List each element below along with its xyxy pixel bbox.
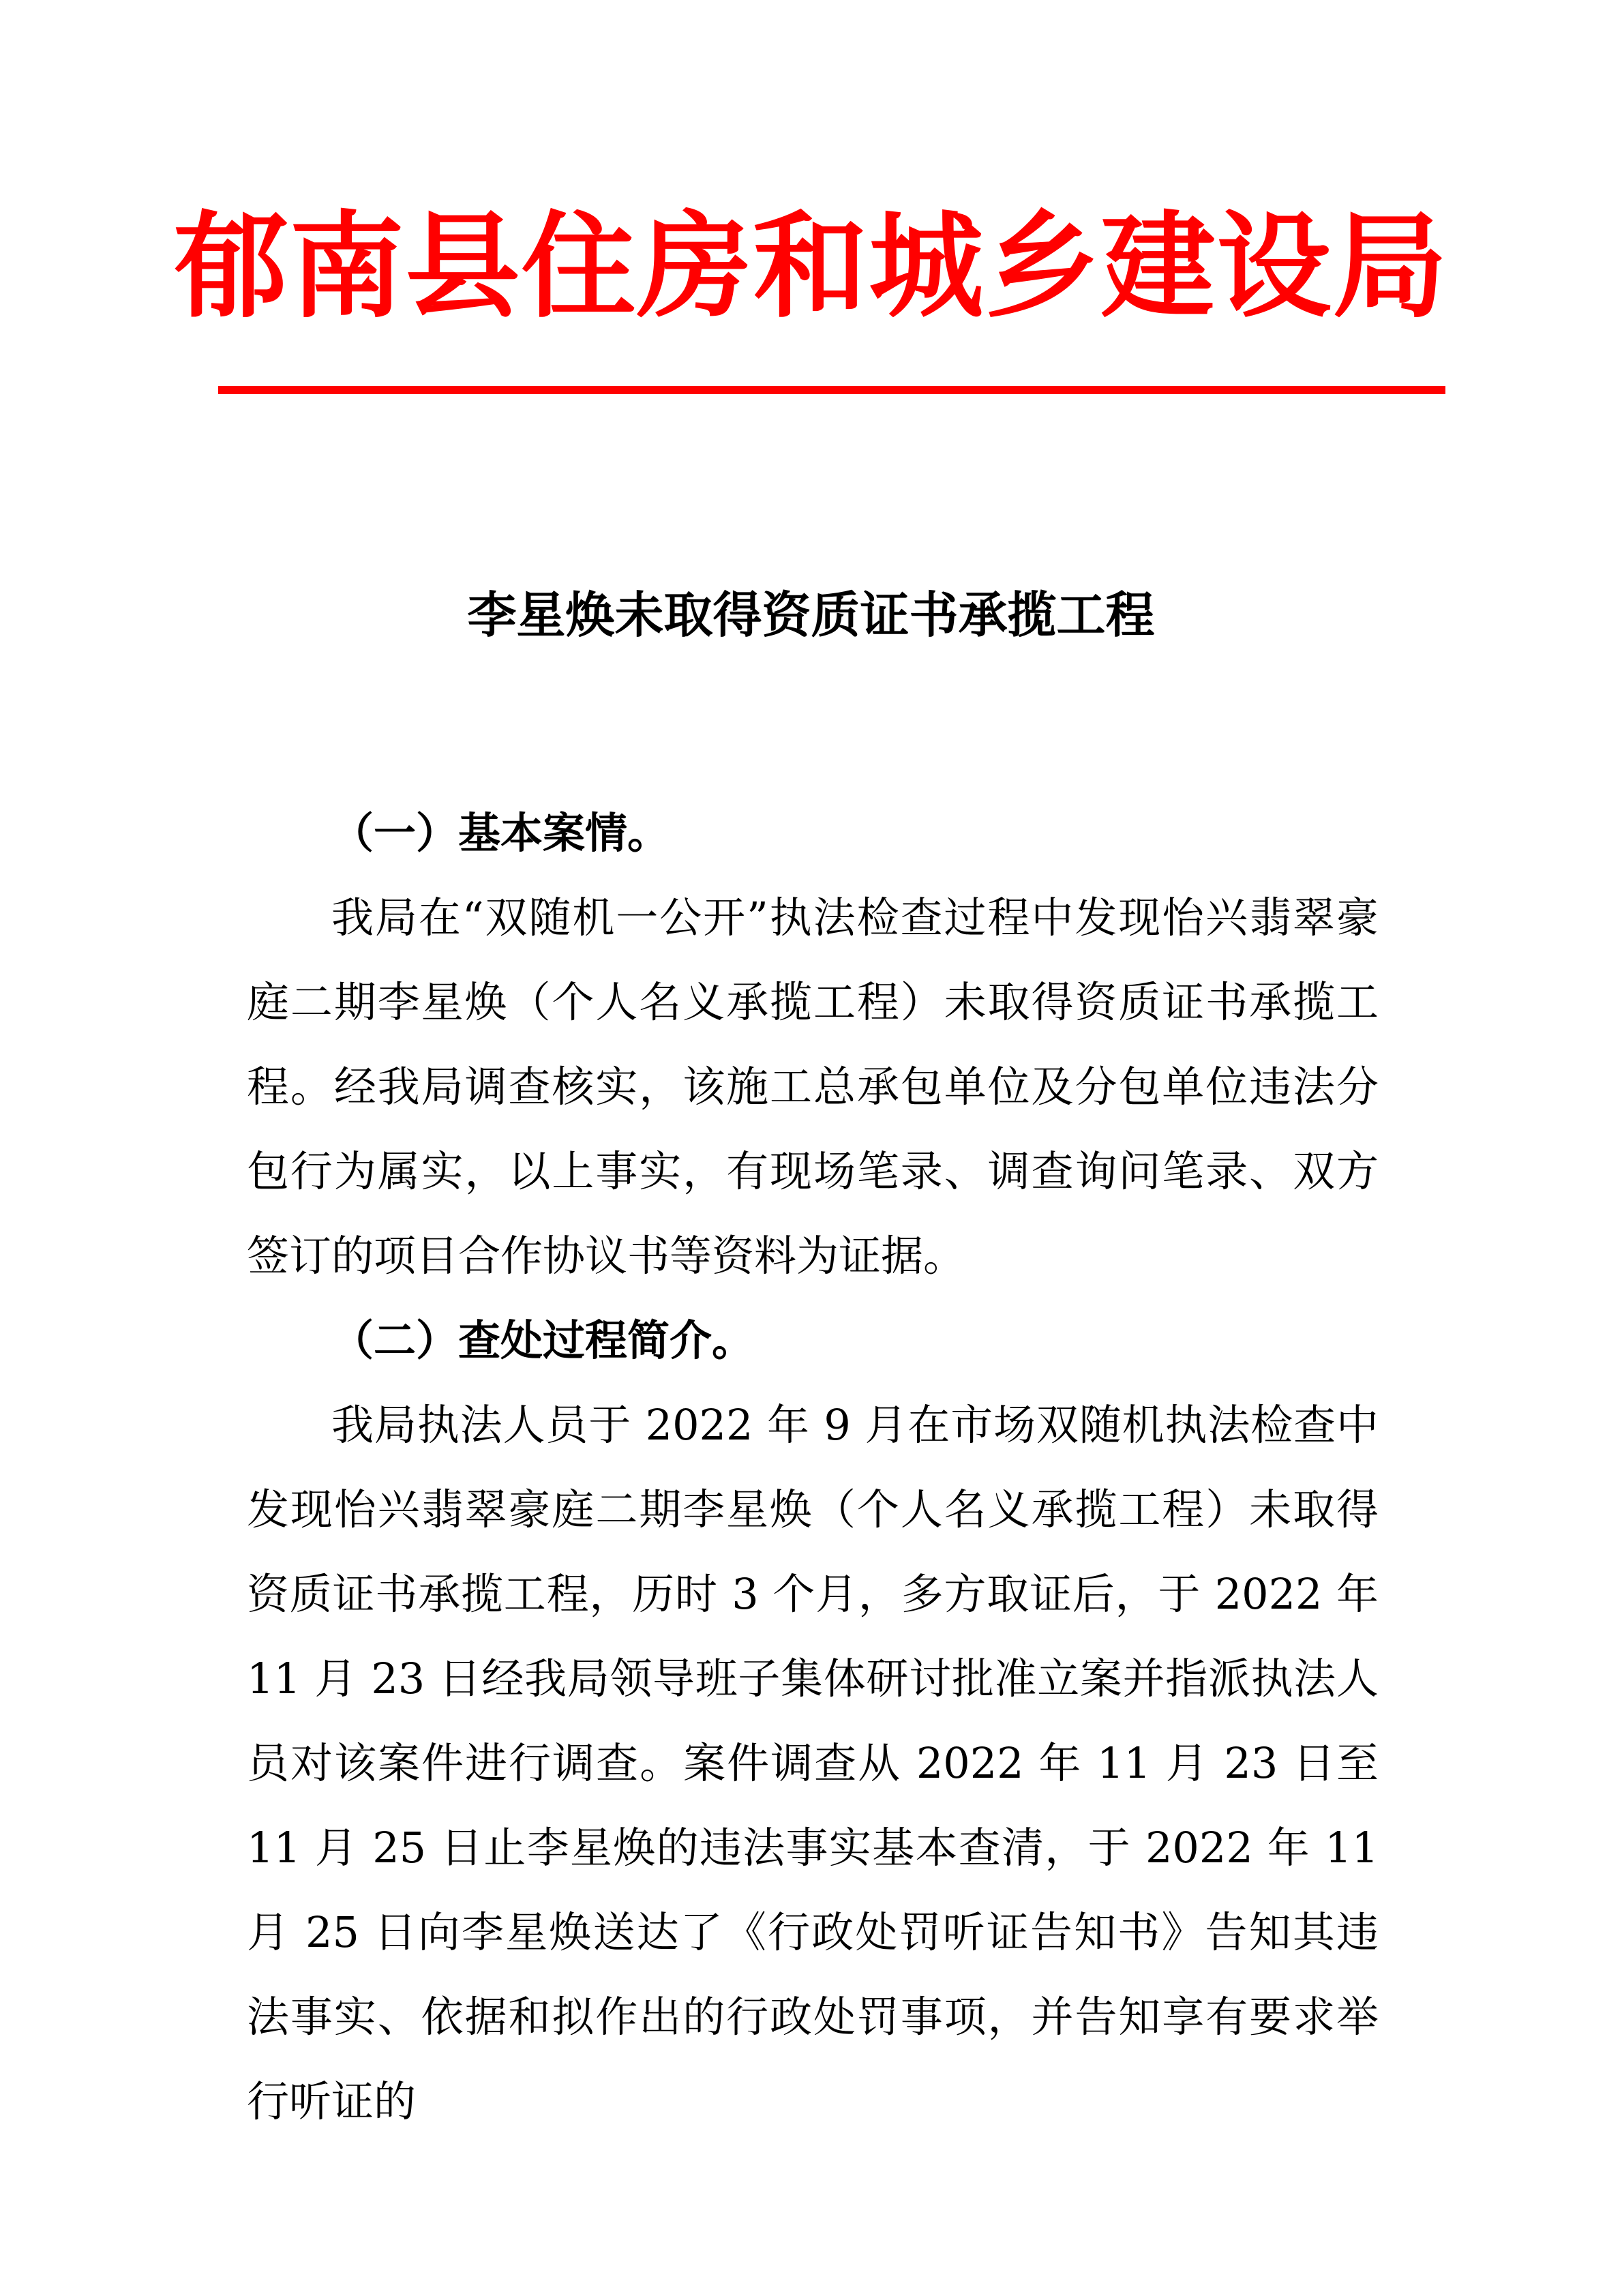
section-paragraph-basic-facts: 我局在“双随机一公开”执法检查过程中发现怡兴翡翠豪庭二期李星焕（个人名义承揽工程）未取得资质证书承揽工程。经我局调查核实，该施工总承包单位及分包单位违法分包行为属实，以上事实，有现场笔录、调查询问笔录、双方签订的项目合作协议书等资料为证据。: [247, 893, 1379, 1281]
section-heading-basic-facts: （一）基本案情。: [331, 808, 670, 858]
section-paragraph-process: 我局执法人员于 2022 年 9 月在市场双随机执法检查中发现怡兴翡翠豪庭二期李星焕（个人名义承揽工程）未取得资质证书承揽工程，历时 3 个月，多方取证后，于 2022 年 11 月 23 日经我局领导班子集体研讨批准立案并指派执法人员对该案件进行调查。案件调查从 2022 年 11 月 23 日至 11 月 25 日止李星焕的违法事实基本查清，于 2022 年 11 月 25 日向李星焕送达了《行政处罚听证告知书》告知其违法事实、依据和拟作出的行政处罚事项，并告知享有要求举行听证的: [247, 1400, 1379, 2126]
document-title: 李星焕未取得资质证书承揽工程: [467, 586, 1155, 644]
letterhead-red-rule: [218, 386, 1445, 394]
letterhead-org-name: 郁南县住房和城乡建设局: [173, 198, 1449, 333]
document-body: [247, 791, 1379, 2144]
section-heading-process: （二）查处过程简介。: [331, 1315, 755, 1365]
